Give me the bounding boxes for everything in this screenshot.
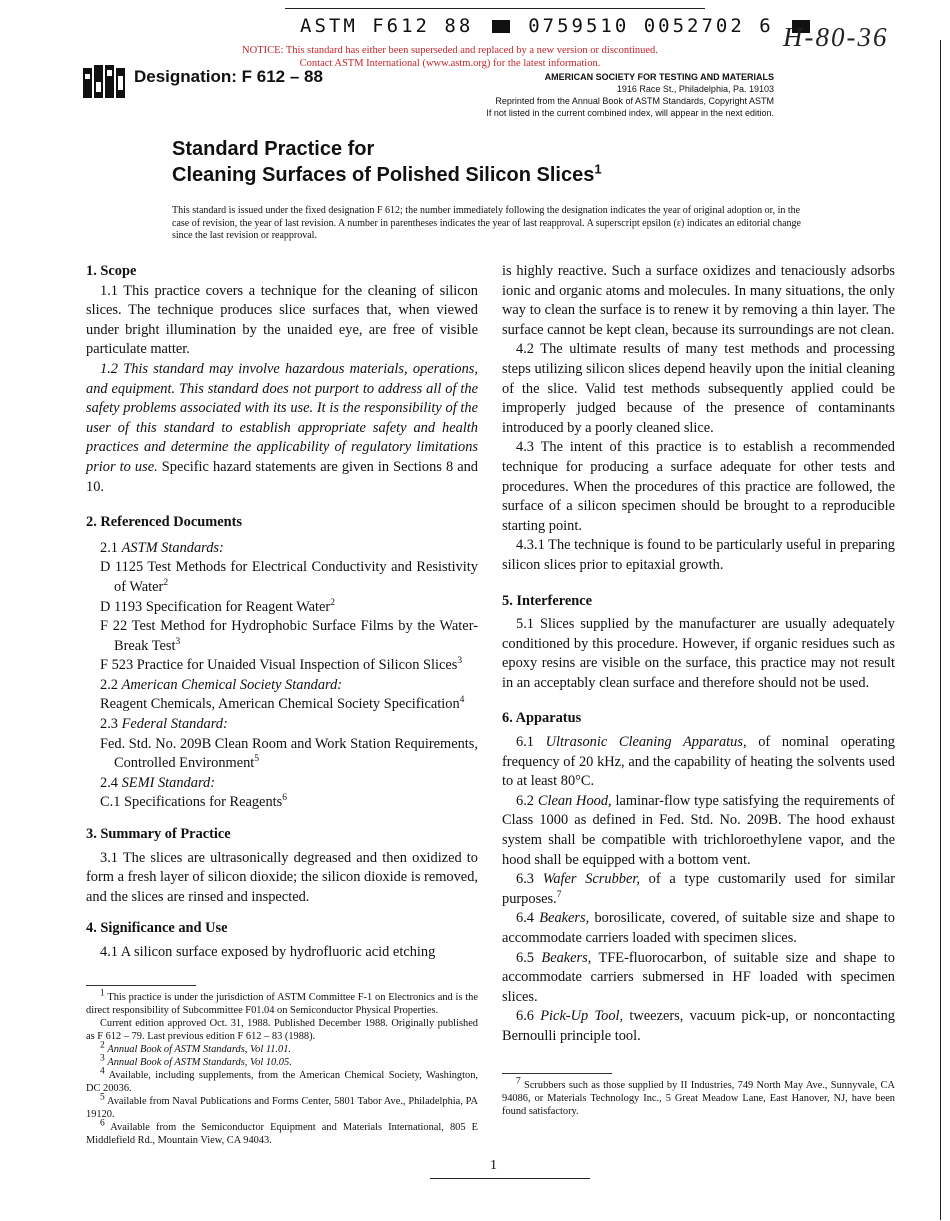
footnote-1b: Current edition approved Oct. 31, 1988. Published December 1988. Originally published as F 612 – 79. Last previous edition F 612 – 83 (1988). xyxy=(86,1017,478,1042)
footnote-3-sup: 3 xyxy=(100,1053,105,1064)
apparatus-6-2-text: laminar-flow type satisfying the requirements of Class 1000 as defined in Fed. Std. No. 209B. The hood exhaust system shall be compatible with trichloroethylene vapor, and the hood shall be equipped with a bottom vent. xyxy=(502,792,895,868)
footnote-1 xyxy=(86,988,478,1017)
refdocs-2-2-title: American Chemical Society Standard: xyxy=(121,676,343,693)
refdocs-2-1 xyxy=(86,539,478,559)
barcode-block xyxy=(492,20,510,33)
footnote-5-text: Available from Naval Publications and Forms Center, 5801 Tabor Ave., Philadelphia, PA 19120. xyxy=(86,1095,478,1120)
ref-d1125 xyxy=(86,558,478,597)
footnote-4-text: Available, including supplements, from the American Chemical Society, Washington, DC 20036. xyxy=(86,1069,478,1094)
interference-5-1: 5.1 Slices supplied by the manufacturer are usually adequately conditioned by this procedure. However, if organic residues such as epoxy resins are visible on the surface, this practice may not result in an acceptably clean surface and therefore should not be used. xyxy=(502,616,895,691)
ref-c1-sup: 6 xyxy=(282,793,287,804)
scope-heading: 1. Scope xyxy=(86,263,137,279)
refdocs-2-4-num: 2.4 xyxy=(100,774,118,791)
designation: Designation: F 612 – 88 xyxy=(134,67,323,86)
footnote-2 xyxy=(86,1040,478,1056)
barcode-text: ASTM F612 88 xyxy=(300,15,474,37)
apparatus-6-5-term: Beakers, xyxy=(541,949,592,966)
barcode-numbers: 0759510 0052702 6 xyxy=(528,15,774,37)
apparatus-6-6 xyxy=(502,1007,895,1046)
interference-heading: 5. Interference xyxy=(502,592,593,609)
apparatus-6-5-text: TFE-fluorocarbon, of suitable size and shape to accommodate carriers submersed in HF loaded with specimen slices. xyxy=(502,949,895,1005)
footnote-4 xyxy=(86,1066,478,1095)
apparatus-heading: 6. Apparatus xyxy=(502,710,582,727)
footnote-3-text: Annual Book of ASTM Standards, Vol 10.05. xyxy=(107,1056,292,1068)
apparatus-6-3-term: Wafer Scrubber, xyxy=(542,871,640,888)
footnote-6-text: Available from the Semiconductor Equipment and Materials International, 805 E Middlefield Rd., Mountain View, CA 94043. xyxy=(86,1121,478,1146)
apparatus-6-4 xyxy=(502,909,895,948)
footnote-6-sup: 6 xyxy=(100,1118,105,1129)
apparatus-6-2-term: Clean Hood, xyxy=(537,792,612,809)
title-line-2-text: Cleaning Surfaces of Polished Silicon Slices xyxy=(172,164,595,186)
astm-logo xyxy=(82,62,128,102)
summary-3-1: 3.1 The slices are ultrasonically degreased and then oxidized to form a fresh layer of silicon dioxide; the silicon dioxide is removed, and the slices are rinsed and inspected. xyxy=(86,849,478,905)
refdocs-2-2 xyxy=(86,676,478,696)
ref-fed-text: Fed. Std. No. 209B Clean Room and Work Station Requirements, Controlled Environment xyxy=(100,735,478,772)
ref-d1193-text: D 1193 Specification for Reagent Water xyxy=(100,598,331,615)
ref-f523 xyxy=(86,656,478,676)
index-note: If not listed in the current combined index, will appear in the next edition. xyxy=(486,108,774,118)
bottom-rule xyxy=(430,1178,590,1179)
refdocs-2-3-title: Federal Standard: xyxy=(121,716,228,733)
significance-4-3-1: 4.3.1 The technique is found to be particularly useful in preparing silicon slices prior to epitaxial growth. xyxy=(502,537,895,573)
significance-4-3: 4.3 The intent of this practice is to establish a recommended technique for producing a surface adequate for other tests and procedures. When the procedures of this practice are followed, the surface of a silicon specimen should be brought to a reproducible starting point. xyxy=(502,439,895,534)
apparatus-6-2 xyxy=(502,792,895,870)
apparatus-6-4-term: Beakers, xyxy=(539,910,590,927)
footnote-rule xyxy=(86,985,196,986)
ref-f22-sup: 3 xyxy=(175,636,181,647)
ref-reagent xyxy=(86,695,478,715)
footnote-5 xyxy=(86,1092,478,1121)
footnote-2-text: Annual Book of ASTM Standards, Vol 11.01. xyxy=(107,1043,292,1055)
society-address: 1916 Race St., Philadelphia, Pa. 19103 xyxy=(616,84,774,94)
page-edge xyxy=(940,40,941,1220)
ref-fed xyxy=(86,735,478,774)
scope-1-2 xyxy=(86,360,478,497)
apparatus-6-1-term: Ultrasonic Cleaning Apparatus, xyxy=(545,734,747,751)
apparatus-6-6-text: tweezers, vacuum pick-up, or noncontacting Bernoulli principle tool. xyxy=(502,1008,895,1044)
refdocs-2-4-title: SEMI Standard: xyxy=(121,774,216,791)
barcode-line xyxy=(300,15,814,37)
apparatus-6-3-text: of a type customarily used for similar purposes. xyxy=(502,871,895,907)
apparatus-6-3-num: 6.3 xyxy=(516,871,534,888)
apparatus-6-6-term: Pick-Up Tool, xyxy=(540,1008,624,1025)
title-footnote-ref: 1 xyxy=(594,161,602,177)
ref-d1193-sup: 2 xyxy=(330,597,335,608)
significance-heading: 4. Significance and Use xyxy=(86,920,228,937)
reprint-note: Reprinted from the Annual Book of ASTM Standards, Copyright ASTM xyxy=(495,96,774,106)
apparatus-6-6-num: 6.6 xyxy=(516,1008,534,1025)
top-rule xyxy=(285,8,705,9)
apparatus-6-1-text: of nominal operating frequency of 20 kHz, and the capability of heating the solvents used to at least 80°C. xyxy=(502,734,895,790)
significance-4-2: 4.2 The ultimate results of many test methods and processing steps utilizing silicon slices depend heavily upon the initial cleaning of the slice. Valid test methods subsequently applied could be improperly judged because of the presence of contaminants introduced by a poorly cleaned slice. xyxy=(502,341,895,436)
footnote-4-sup: 4 xyxy=(100,1066,105,1077)
notice-line-2: Contact ASTM International (www.astm.org) for the latest information. xyxy=(299,58,601,69)
refdocs-2-2-num: 2.2 xyxy=(100,676,118,693)
ref-reagent-text: Reagent Chemicals, American Chemical Society Specification xyxy=(100,696,460,713)
notice-line-1: NOTICE: This standard has either been superseded and replaced by a new version or discontinued. xyxy=(242,45,658,56)
summary-heading: 3. Summary of Practice xyxy=(86,826,231,843)
title-line-1: Standard Practice for xyxy=(172,138,375,160)
scope-1-2-rest: Specific hazard statements are given in Sections 8 and 10. xyxy=(86,458,478,495)
footnotes-right xyxy=(502,1076,895,1118)
footnote-7-sup: 7 xyxy=(516,1076,521,1087)
footnote-3 xyxy=(86,1053,478,1069)
document-title xyxy=(172,136,602,188)
refdocs-heading: 2. Referenced Documents xyxy=(86,514,242,531)
footnote-6 xyxy=(86,1118,478,1147)
ref-f22-text: F 22 Test Method for Hydrophobic Surface Films by the Water-Break Test xyxy=(100,618,478,654)
issued-note: This standard is issued under the fixed designation F 612; the number immediately following the designation indicates the year of original adoption or, in the case of revision, the year of last revision. A number in parentheses indicates the year of last reapproval. A superscript epsilon (ε) indicates an editorial change since the last revision or reapproval. xyxy=(172,205,801,241)
ref-fed-sup: 5 xyxy=(254,754,260,765)
apparatus-6-2-num: 6.2 xyxy=(516,792,534,809)
ref-d1193 xyxy=(86,598,478,618)
apparatus-6-1-num: 6.1 xyxy=(516,734,534,751)
refdocs-2-1-title: ASTM Standards: xyxy=(121,539,224,556)
ref-f523-sup: 3 xyxy=(457,656,463,667)
ref-d1125-text: D 1125 Test Methods for Electrical Conductivity and Resistivity of Water xyxy=(100,559,478,595)
apparatus-6-5 xyxy=(502,949,895,1008)
refdocs-2-3-num: 2.3 xyxy=(100,716,118,733)
refdocs-2-4 xyxy=(86,774,478,794)
footnotes-left xyxy=(86,988,478,1147)
society-block xyxy=(420,71,774,119)
significance-4-1-cont: is highly reactive. Such a surface oxidizes and tenaciously adsorbs ionic and organic atoms and molecules. In many situations, the only way to clean the surface is to renew it by removing a thin layer. The surface cannot be kept clean, because its surroundings are not clean. xyxy=(502,263,895,338)
significance-4-1-start: 4.1 A silicon surface exposed by hydrofluoric acid etching xyxy=(100,944,436,960)
ref-reagent-sup: 4 xyxy=(459,695,465,706)
footnote-1-text: This practice is under the jurisdiction of ASTM Committee F-1 on Electronics and is the direct responsibility of Subcommittee F01.04 on Semiconductor Physical Properties. xyxy=(86,991,478,1016)
footnote-7 xyxy=(502,1076,895,1118)
handwritten-note: H-80-36 xyxy=(783,22,889,52)
refdocs-2-3 xyxy=(86,715,478,735)
footnote-rule-right xyxy=(502,1073,612,1074)
apparatus-6-5-num: 6.5 xyxy=(516,949,534,966)
footnote-7-text: Scrubbers such as those supplied by II Industries, 749 North May Ave., Sunnyvale, CA 94086, or Materials Technology Inc., 5 Great Meadow Lane, East Hanover, NJ, have been found satisfactory. xyxy=(502,1079,895,1117)
right-column xyxy=(502,262,895,1118)
apparatus-6-3 xyxy=(502,870,895,909)
apparatus-6-4-num: 6.4 xyxy=(516,910,534,927)
title-line-2 xyxy=(172,162,602,188)
footnote-2-sup: 2 xyxy=(100,1040,105,1051)
left-column xyxy=(86,262,478,1147)
ref-d1125-sup: 2 xyxy=(163,578,169,589)
society-name: AMERICAN SOCIETY FOR TESTING AND MATERIALS xyxy=(544,72,774,82)
footnote-1-sup: 1 xyxy=(100,988,105,999)
refdocs-2-1-num: 2.1 xyxy=(100,539,118,556)
ref-c1-text: C.1 Specifications for Reagents xyxy=(100,794,283,811)
apparatus-6-1 xyxy=(502,733,895,792)
ref-f523-text: F 523 Practice for Unaided Visual Inspection of Silicon Slices xyxy=(100,657,458,674)
page-number: 1 xyxy=(490,1158,497,1173)
ref-c1 xyxy=(86,793,478,813)
footnote-5-sup: 5 xyxy=(100,1092,105,1103)
scope-1-2-italic: 1.2 This standard may involve hazardous materials, operations, and equipment. This standard does not purport to address all of the safety problems associated with its use. It is the responsibility of the user of this standard to establish appropriate safety and health practices and determine the applicability of regulatory limitations prior to use. xyxy=(86,360,478,475)
ref-f22 xyxy=(86,617,478,656)
apparatus-6-3-sup: 7 xyxy=(556,890,562,901)
apparatus-6-4-text: borosilicate, covered, of suitable size and shape to accommodate carriers loaded with specimen slices. xyxy=(502,910,895,946)
scope-1-1: 1.1 This practice covers a technique for the cleaning of silicon slices. The technique produces slice surfaces that, when viewed under bright illumination by the unaided eye, are free of visible particulate matter. xyxy=(86,282,478,358)
